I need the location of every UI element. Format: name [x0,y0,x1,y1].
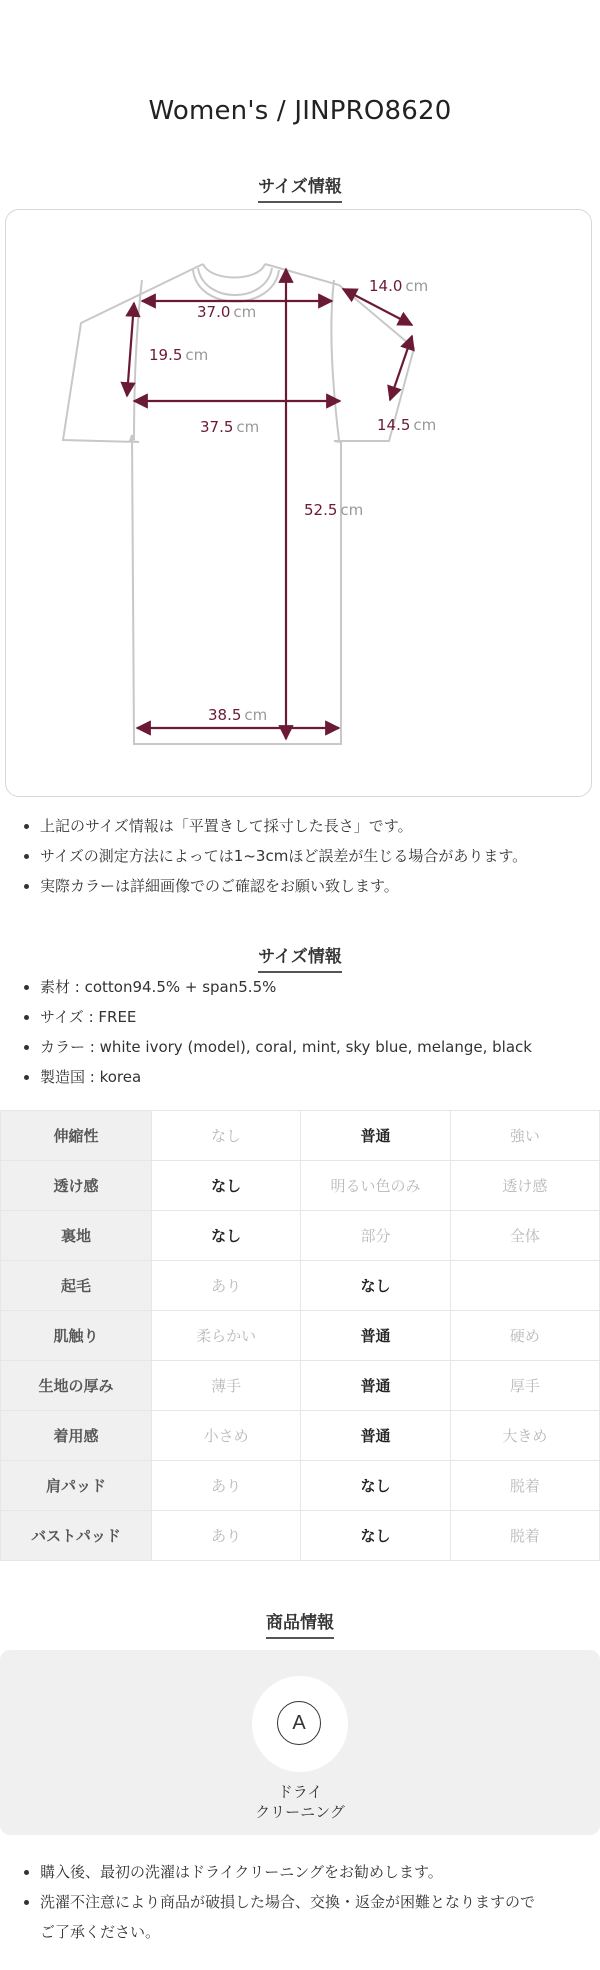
attribute-option: あり [152,1261,301,1311]
attribute-label: 透け感 [1,1161,152,1211]
attribute-label: 肌触り [1,1311,152,1361]
table-row [1,1361,600,1411]
attribute-label: 起毛 [1,1261,152,1311]
attribute-option: なし [301,1511,450,1561]
list-item: 上記のサイズ情報は「平置きして採寸した長さ」です。 [18,811,527,841]
attribute-option: あり [152,1461,301,1511]
size-notes-list [18,811,527,901]
armhole-label: 19.5 cm [149,346,209,364]
attribute-option: 大きめ [450,1411,599,1461]
list-item: サイズ : FREE [18,1002,532,1032]
attribute-label: バストパッド [1,1511,152,1561]
list-item: 素材 : cotton94.5% + span5.5% [18,972,532,1002]
attribute-option: 小さめ [152,1411,301,1461]
attribute-option: 硬め [450,1311,599,1361]
attribute-option: 普通 [301,1111,450,1161]
table-row [1,1511,600,1561]
sleeve-opening-label: 14.5 cm [377,416,437,434]
attribute-option: なし [152,1211,301,1261]
table-row [1,1411,600,1461]
table-row [1,1461,600,1511]
spec-list [18,972,532,1092]
table-row [1,1311,600,1361]
care-instructions-box [0,1650,600,1835]
attribute-option: なし [152,1161,301,1211]
attribute-option: なし [152,1111,301,1161]
attribute-label: 生地の厚み [1,1361,152,1411]
care-label-line2: クリーニング [255,1803,345,1821]
list-item: 購入後、最初の洗濯はドライクリーニングをお勧めします。 [18,1857,535,1887]
attribute-option: 柔らかい [152,1311,301,1361]
attribute-label: 肩パッド [1,1461,152,1511]
attribute-option: 全体 [450,1211,599,1261]
list-item: 製造国 : korea [18,1062,532,1092]
attribute-option: 普通 [301,1361,450,1411]
list-item: 実際カラーは詳細画像でのご確認をお願い致します。 [18,871,527,901]
fabric-attributes-table [0,1110,600,1561]
attribute-option: 部分 [301,1211,450,1261]
sleeve-top-label: 14.0 cm [369,277,429,295]
spec-heading: サイズ情報 [0,942,600,973]
length-label: 52.5 cm [304,501,364,519]
hem-label: 38.5 cm [208,706,268,724]
attribute-option: 普通 [301,1311,450,1361]
list-item: サイズの測定方法によっては1~3cmほど誤差が生じる場合があります。 [18,841,527,871]
size-info-heading: サイズ情報 [0,172,600,203]
size-diagram [5,209,592,797]
attribute-option: なし [301,1461,450,1511]
list-item-continuation: ご了承ください。 [40,1923,161,1941]
attribute-label: 伸縮性 [1,1111,152,1161]
attribute-option: 明るい色のみ [301,1161,450,1211]
tshirt-diagram-svg [6,210,593,798]
table-row [1,1211,600,1261]
attribute-option: 脱着 [450,1461,599,1511]
dry-clean-icon: A [277,1701,321,1745]
attribute-option [450,1261,599,1311]
care-notes-list [18,1857,535,1947]
measurement-lines [127,269,412,739]
attribute-option: 薄手 [152,1361,301,1411]
collar-label: 37.0 cm [197,303,257,321]
care-label [0,1782,600,1822]
armhole-measure-line [127,303,134,396]
attribute-label: 裏地 [1,1211,152,1261]
attribute-option: なし [301,1261,450,1311]
table-row [1,1161,600,1211]
attribute-option: 厚手 [450,1361,599,1411]
care-icon-circle [252,1676,348,1772]
list-item: カラー : white ivory (model), coral, mint, sky blue, melange, black [18,1032,532,1062]
chest-label: 37.5 cm [200,418,260,436]
attribute-option: 普通 [301,1411,450,1461]
attribute-label: 着用感 [1,1411,152,1461]
attribute-option: 強い [450,1111,599,1161]
product-title: Women's / JINPRO8620 [148,96,452,126]
care-label-line1: ドライ [277,1783,323,1801]
table-row [1,1111,600,1161]
attribute-option: 脱着 [450,1511,599,1561]
attribute-option: 透け感 [450,1161,599,1211]
table-row [1,1261,600,1311]
product-info-heading: 商品情報 [0,1608,600,1639]
list-item: 洗濯不注意により商品が破損した場合、交換・返金が困難となりますので [18,1887,535,1917]
attribute-option: あり [152,1511,301,1561]
